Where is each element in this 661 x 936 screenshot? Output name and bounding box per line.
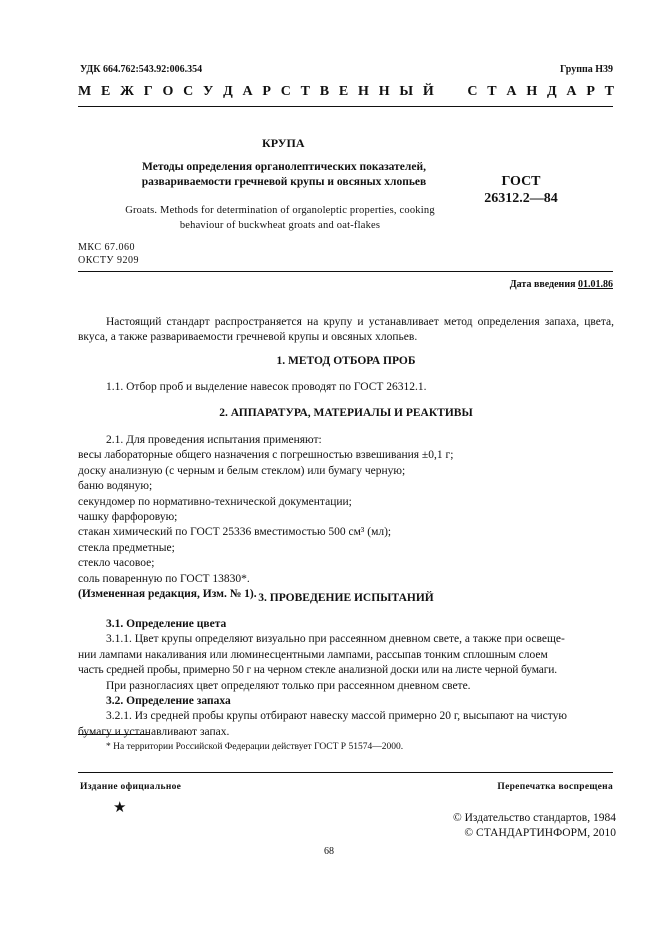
equipment-item: стакан химический по ГОСТ 25336 вместимостью 500 см³ (мл); <box>78 526 392 539</box>
banner-letter: Ы <box>399 84 414 99</box>
clause-1-1: 1.1. Отбор проб и выделение навесок проводят по ГОСТ 26312.1. <box>106 381 427 393</box>
official-edition-label: Издание официальное <box>80 782 182 792</box>
mks-code: МКС 67.060 <box>78 242 135 253</box>
section-3-body <box>78 617 614 740</box>
footnote: * На территории Российской Федерации действует ГОСТ Р 51574—2000. <box>106 742 404 752</box>
banner-letter: С <box>280 84 291 99</box>
section-1-heading: 1. МЕТОД ОТБОРА ПРОБ <box>276 355 416 367</box>
banner-letter: У <box>203 84 214 99</box>
clause-2-1: 2.1. Для проведения испытания применяют: <box>106 434 322 446</box>
banner-letter: Е <box>338 84 349 99</box>
equipment-item: секундомер по нормативно-технической документации; <box>78 495 352 508</box>
banner-letter: С <box>467 84 478 99</box>
banner-letter: Р <box>586 84 595 99</box>
udk-code: УДК 664.762:543.92:006.354 <box>80 64 203 75</box>
introduction-date <box>510 279 613 290</box>
banner-letter: О <box>162 84 174 99</box>
copyright-publisher: © Издательство стандартов, 1984 <box>452 812 616 824</box>
clause-3-1-1-line: нии лампами накаливания или люминесцентными лампами, рассыпав тонким сплошным слоем <box>78 648 548 661</box>
intro-paragraph <box>78 315 614 346</box>
banner-letter: Н <box>358 84 369 99</box>
footnote-separator <box>78 734 150 735</box>
star-icon: ★ <box>113 800 127 816</box>
amendment-note: (Измененная редакция, Изм. № 1). <box>78 588 257 601</box>
banner-letter: Г <box>143 84 153 99</box>
clause-3-1-1-line: 3.1.1. Цвет крупы определяют визуально при рассеянном дневном свете, а также при освеще- <box>106 633 565 646</box>
gost-number <box>470 173 572 207</box>
equipment-item: чашку фарфоровую; <box>78 511 178 524</box>
equipment-item: доску анализную (с черным и белым стеклом) или бумагу черную; <box>78 464 406 477</box>
banner-letter: В <box>319 84 330 99</box>
equipment-item: соль поваренную по ГОСТ 13830*. <box>78 572 250 585</box>
equipment-item: баню водяную; <box>78 480 153 493</box>
clause-3-1-heading: 3.1. Определение цвета <box>106 618 227 630</box>
banner-letter: М <box>78 84 92 99</box>
banner-letter: А <box>506 84 517 99</box>
copyright-standartinform: © СТАНДАРТИНФОРМ, 2010 <box>464 827 616 839</box>
equipment-item: весы лабораторные общего назначения с погрешностью взвешивания ±0,1 г; <box>78 449 454 462</box>
banner-letter: Т <box>604 84 614 99</box>
document-subtitle: Методы определения органолептических показателей, развариваемости гречневой крупы и овсяных хлопьев <box>141 161 427 188</box>
section-1-body <box>78 380 614 395</box>
banner-letter: С <box>183 84 194 99</box>
title-block-rule <box>78 271 613 272</box>
okstu-code: ОКСТУ 9209 <box>78 255 140 266</box>
banner-letter: Т <box>487 84 497 99</box>
banner-letter: А <box>566 84 577 99</box>
clause-3-2-1-line: 3.2.1. Из средней пробы крупы отбирают навеску массой примерно 20 г, высыпают на чистую <box>106 710 567 723</box>
introduction-date-label: Дата введения <box>509 279 576 290</box>
clause-3-2-1-line: бумагу и устанавливают запах. <box>78 725 230 738</box>
classification-codes <box>78 241 139 267</box>
banner-letter: Ж <box>120 84 134 99</box>
banner-letter: Т <box>300 84 311 99</box>
banner-letter: Е <box>101 84 111 99</box>
english-title: Groats. Methods for determination of organoleptic properties, cooking behaviour of buckwheat groats and oat-flakes <box>125 205 435 231</box>
introduction-date-value: 01.01.86 <box>578 279 613 290</box>
reprint-prohibited-label: Перепечатка воспрещена <box>497 782 613 792</box>
clause-3-2-heading: 3.2. Определение запаха <box>106 695 231 708</box>
header-rule <box>78 106 613 107</box>
clause-3-1-1-line: часть средней пробы, примерно 50 г на черном стекле анализной доски или на листе черной бумаги. <box>78 664 558 677</box>
section-3-heading: 3. ПРОВЕДЕНИЕ ИСПЫТАНИЙ <box>258 592 434 604</box>
banner-letter: Н <box>378 84 390 99</box>
interstate-standard-banner <box>78 84 614 100</box>
equipment-item: стекло часовое; <box>78 557 155 570</box>
page-number: 68 <box>324 846 334 857</box>
clause-3-1-1-note: При разногласиях цвет определяют только при рассеянном дневном свете. <box>106 679 471 692</box>
section-2-body <box>78 433 614 602</box>
gost-code: 26312.2—84 <box>484 191 558 206</box>
intro-text: Настоящий стандарт распространяется на крупу и устанавливает метод определения запаха, цвета, вкуса, а также развариваемости гречневой крупы и овсяных хлопьев. <box>78 316 614 344</box>
banner-letter: Р <box>262 84 271 99</box>
banner-letter: Й <box>422 84 434 99</box>
footer-rule <box>78 772 613 773</box>
equipment-item: стекла предметные; <box>78 541 175 554</box>
banner-letter: Д <box>546 84 557 99</box>
banner-letter: А <box>242 84 253 99</box>
word-gap <box>444 84 458 100</box>
banner-letter: Д <box>223 84 233 99</box>
banner-letter: Н <box>526 84 538 99</box>
section-2-heading: 2. АППАРАТУРА, МАТЕРИАЛЫ И РЕАКТИВЫ <box>219 407 473 419</box>
gost-label: ГОСТ <box>501 174 541 189</box>
group-code: Группа Н39 <box>560 64 613 75</box>
document-title: КРУПА <box>262 136 305 150</box>
